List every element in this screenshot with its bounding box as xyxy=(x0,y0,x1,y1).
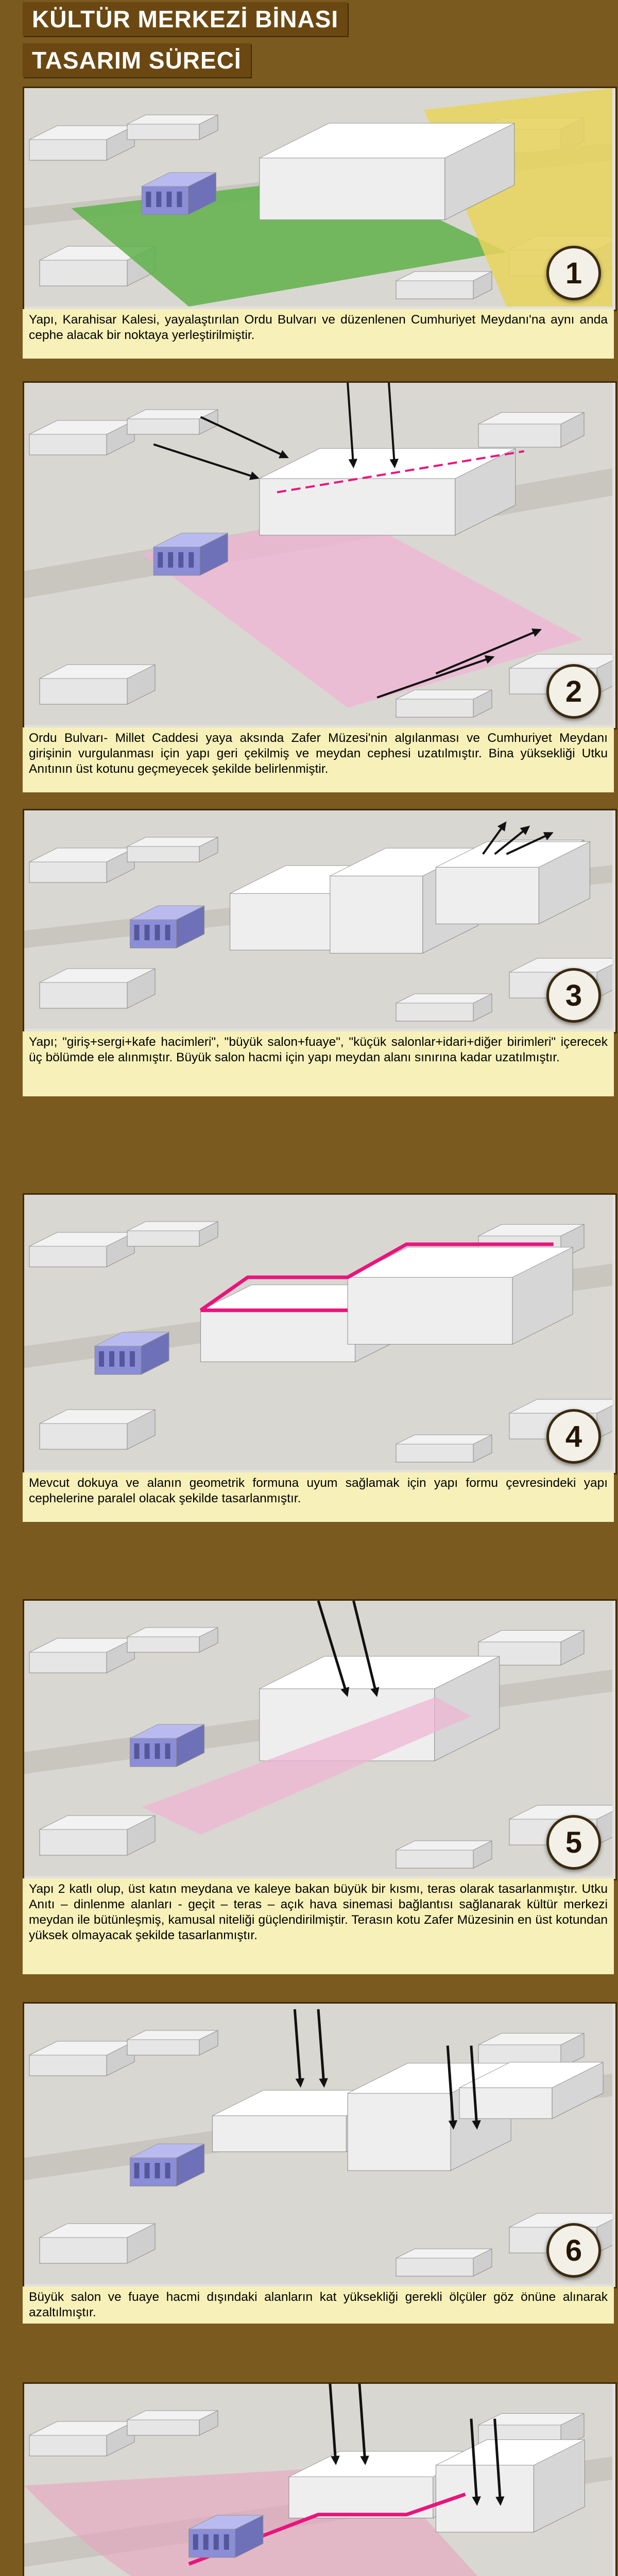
board-title-line2: TASARIM SÜRECİ xyxy=(23,43,251,77)
context-building xyxy=(396,994,492,1021)
step-panel-5 xyxy=(23,1599,617,1880)
context-building xyxy=(127,2030,218,2055)
step-caption-3 xyxy=(23,1031,614,1096)
massing-diagram-5 xyxy=(24,1601,612,1876)
caption-paragraph: Yapı, Karahisar Kalesi, yayalaştırılan Ordu Bulvarı ve düzenlenen Cumhuriyet Meydanı'na aynı anda cephe alacak bir noktaya yerleştirilmiştir. xyxy=(29,313,608,342)
context-building xyxy=(40,1816,155,1855)
scene-7 xyxy=(24,2384,612,2576)
context-building xyxy=(478,413,584,448)
caption-paragraph: Yapı 2 katlı olup, üst katın meydana ve kaleye bakan büyük bir kısmı, teras olarak tasarlanmıştır. Utku Anıtı – dinlenme alanları - geçit – teras – açık hava sinemasi bağlantısı sağlanarak kültür merkezi meydan ile bütünleşmiş, kamusal niteliği güçlendirilmiştir. Terasın kotu Zafer Müzesinin en üst kotundan yüksek olmayacak şekilde tasarlanmıştır. xyxy=(29,1882,608,1942)
massing-diagram-1 xyxy=(24,88,612,307)
context-building xyxy=(396,690,492,717)
step-number-badge: 4 xyxy=(546,1409,601,1464)
caption-paragraph: Mevcut dokuya ve alanın geometrik formuna uyum sağlamak için yapı formu çevresindeki yapı cephelerine paralel olacak şekilde tasarlanmıştır. xyxy=(29,1476,608,1505)
context-building xyxy=(127,410,218,434)
massing-block xyxy=(260,448,516,535)
step-caption-4 xyxy=(23,1472,614,1522)
step-panel-6 xyxy=(23,2002,617,2289)
caption-paragraph: Yapı; "giriş+sergi+kafe hacimleri", "büyük salon+fuaye", "küçük salonlar+idari+diğer birimleri" içerecek üç bölümde ele alınmıştır. Büyük salon hacmi için yapı meydan alanı sınırına kadar uzatılmıştır. xyxy=(29,1035,608,1064)
caption-paragraph: Büyük salon ve fuaye hacmi dışındaki alanların kat yüksekliği gerekli ölçüler göz önüne alınarak azaltılmıştır. xyxy=(29,2290,608,2319)
step-number-badge: 5 xyxy=(546,1815,601,1870)
step-panel-1 xyxy=(23,87,617,311)
board-title-line1: KÜLTÜR MERKEZİ BİNASI xyxy=(23,2,348,36)
context-building xyxy=(127,115,218,140)
context-building xyxy=(396,1435,492,1462)
scene-2 xyxy=(24,383,612,725)
massing-diagram-3 xyxy=(24,810,612,1029)
scene-3 xyxy=(24,810,612,1029)
context-building xyxy=(127,1628,218,1652)
scene-1 xyxy=(24,88,612,307)
step-panel-4 xyxy=(23,1193,617,1475)
step-number-badge: 1 xyxy=(546,246,601,300)
step-number-badge: 6 xyxy=(546,2223,601,2278)
context-building xyxy=(40,665,155,704)
scene-6 xyxy=(24,2004,612,2284)
step-panel-2 xyxy=(23,381,617,730)
context-building xyxy=(396,272,492,299)
caption-paragraph: Ordu Bulvarı- Millet Caddesi yaya aksında Zafer Müzesi'nin algılanması ve Cumhuriyet Meydanı girişinin vurgulanması için yapı geri çekilmiş ve meydan cephesi uzatılmıştır. Bina yüksekliği Utku Anıtının üst kotunu geçmeyecek şekilde belirlenmiştir. xyxy=(29,731,608,776)
context-building xyxy=(396,1841,492,1868)
massing-diagram-6 xyxy=(24,2004,612,2284)
scene-4 xyxy=(24,1195,612,1470)
step-caption-5 xyxy=(23,1878,614,1974)
context-building xyxy=(396,2249,492,2276)
context-building xyxy=(40,969,155,1008)
step-panel-3 xyxy=(23,809,617,1033)
step-panel-7 xyxy=(23,2382,617,2576)
context-building xyxy=(40,2224,155,2263)
massing-block-east xyxy=(348,1247,573,1345)
scene-5 xyxy=(24,1601,612,1876)
massing-diagram-2 xyxy=(24,383,612,725)
step-number-badge: 3 xyxy=(546,968,601,1023)
step-caption-2 xyxy=(23,727,614,792)
massing-diagram-4 xyxy=(24,1195,612,1470)
massing-diagram-7 xyxy=(24,2384,612,2576)
context-building xyxy=(127,1222,218,1246)
step-caption-1 xyxy=(23,309,614,359)
context-building xyxy=(40,1410,155,1449)
step-caption-6 xyxy=(23,2286,614,2324)
context-building xyxy=(127,2411,218,2435)
step-number-badge: 2 xyxy=(546,664,601,719)
context-building xyxy=(127,837,218,862)
